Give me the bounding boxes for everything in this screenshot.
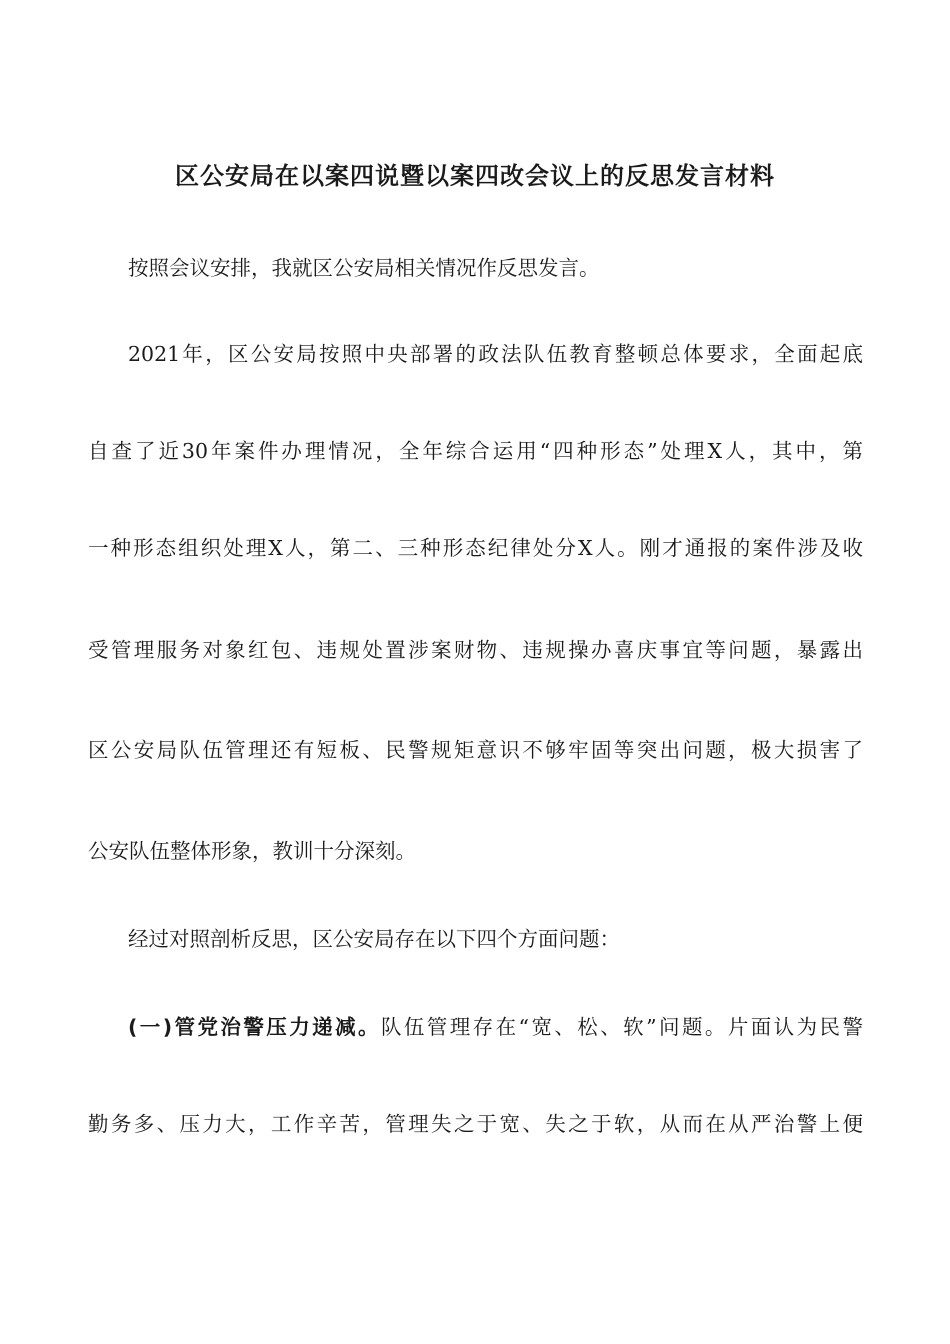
section-text: 队伍管理存在“宽、松、软”问题。片面认为民警 xyxy=(380,1015,863,1039)
paragraph-line: 2021年，区公安局按照中央部署的政法队伍教育整顿总体要求，全面起底 xyxy=(128,342,863,366)
paragraph-summary: 经过对照剖析反思，区公安局存在以下四个方面问题： xyxy=(128,927,620,951)
paragraph-line: 受管理服务对象红包、违规处置涉案财物、违规操办喜庆事宜等问题，暴露出 xyxy=(88,638,863,662)
paragraph-line: 一种形态组织处理X人，第二、三种形态纪律处分X人。刚才通报的案件涉及收 xyxy=(88,536,863,560)
paragraph-line: 勤务多、压力大，工作辛苦，管理失之于宽、失之于软，从而在从严治警上便 xyxy=(88,1112,863,1136)
paragraph-line: 自查了近30年案件办理情况，全年综合运用“四种形态”处理X人，其中，第 xyxy=(88,439,863,463)
paragraph-line: 区公安局队伍管理还有短板、民警规矩意识不够牢固等突出问题，极大损害了 xyxy=(88,738,863,762)
paragraph-section-1 xyxy=(128,1011,863,1043)
section-heading: (一)管党治警压力递减。 xyxy=(128,1015,381,1039)
paragraph-line: 公安队伍整体形象，教训十分深刻。 xyxy=(88,839,416,863)
paragraph-intro: 按照会议安排，我就区公安局相关情况作反思发言。 xyxy=(128,256,600,280)
document-title: 区公安局在以案四说暨以案四改会议上的反思发言材料 xyxy=(175,162,775,190)
